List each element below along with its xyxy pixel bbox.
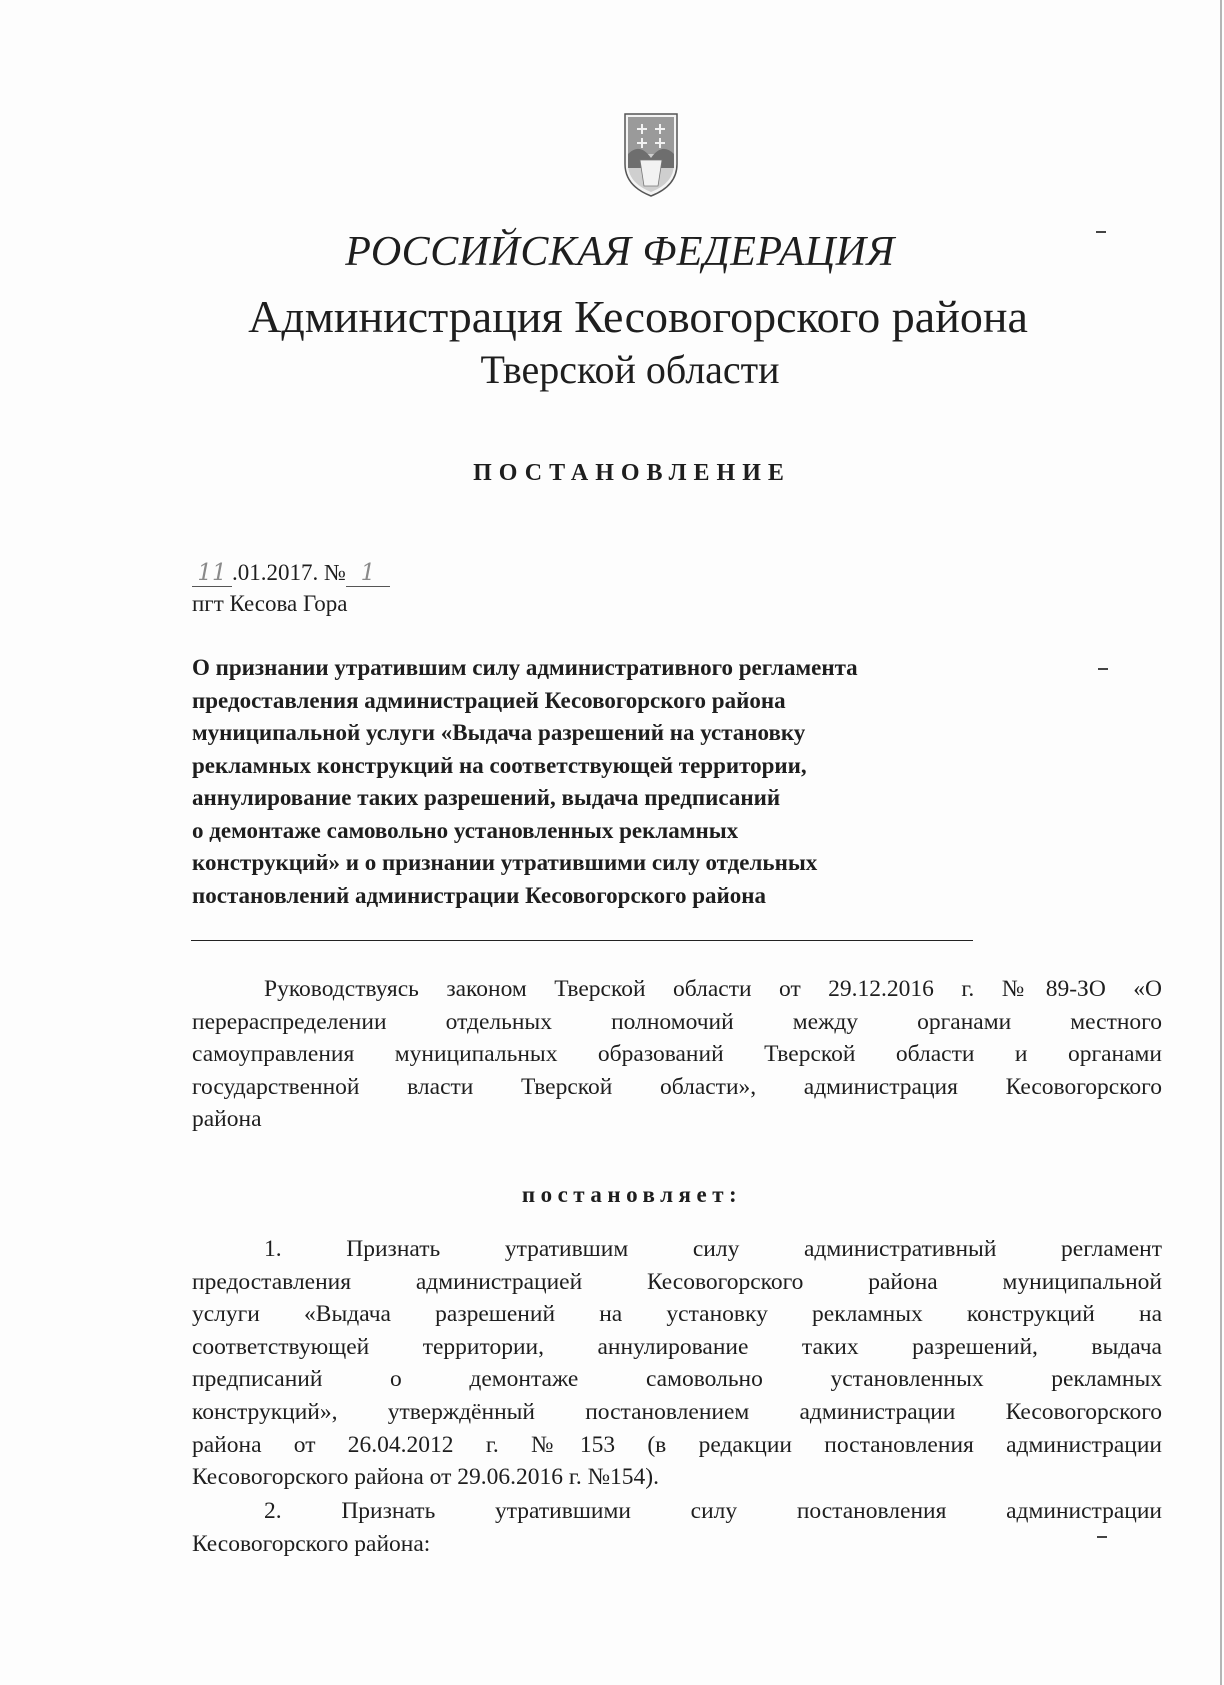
handwritten-day: 11 <box>192 560 232 587</box>
title-line: о демонтаже самовольно установленных рекламных <box>192 817 739 843</box>
text-line: Кесовогорского района: <box>192 1530 431 1557</box>
item-1-paragraph <box>192 1233 1162 1494</box>
scan-speck <box>1096 231 1106 233</box>
title-line: О признании утратившим силу административного регламента <box>192 655 858 680</box>
text-line: самоуправления муниципальных образований Тверской области и органами <box>192 1041 1162 1068</box>
text-line: 2. Признать утратившими силу постановления администрации <box>264 1498 1162 1524</box>
text-line: услуги «Выдача разрешений на установку рекламных конструкций на <box>192 1301 1162 1328</box>
resolves-heading: постановляет: <box>521 1182 743 1207</box>
text-line: района <box>192 1106 262 1133</box>
document-type-heading: ПОСТАНОВЛЕНИЕ <box>473 460 791 486</box>
text-line: 1. Признать утратившим силу административный регламент <box>264 1236 1162 1262</box>
issue-place: пгт Кесова Гора <box>192 591 348 616</box>
issue-date-line <box>192 560 390 587</box>
scan-speck <box>1097 1536 1107 1538</box>
item-2-paragraph <box>192 1495 1162 1560</box>
text-line: соответствующей территории, аннулирование таких разрешений, выдача <box>192 1333 1162 1360</box>
text-line: района от 26.04.2012 г. №153 (в редакции постановления администрации <box>192 1431 1162 1458</box>
handwritten-number: 1 <box>346 560 390 587</box>
text-line: Кесовогорского района от 29.06.2016 г. №154). <box>192 1464 660 1491</box>
administration-heading: Администрация Кесовогорского района <box>248 291 1028 342</box>
coat-of-arms-icon <box>622 108 680 198</box>
title-line: конструкций» и о признании утратившими силу отдельных <box>192 850 818 875</box>
region-heading: Тверской области <box>480 347 780 392</box>
text-line: государственной власти Тверской области», администрация Кесовогорского <box>192 1073 1162 1100</box>
title-line: рекламных конструкций на соответствующей территории, <box>192 752 807 778</box>
title-line: аннулирование таких разрешений, выдача предписаний <box>192 785 781 810</box>
document-title <box>192 652 1032 912</box>
federation-heading: РОССИЙСКАЯ ФЕДЕРАЦИЯ <box>345 229 895 275</box>
preamble-paragraph <box>192 973 1162 1136</box>
title-line: муниципальной услуги «Выдача разрешений на установку <box>192 720 806 745</box>
title-line: постановлений администрации Кесовогорского района <box>192 882 767 908</box>
scan-speck <box>1098 668 1108 670</box>
text-line: Руководствуясь законом Тверской области от 29.12.2016 г. №89-ЗО «О <box>264 976 1162 1002</box>
text-line: предписаний о демонтаже самовольно установленных рекламных <box>192 1366 1162 1393</box>
issue-date-text: .01.2017. № <box>232 560 346 585</box>
title-divider <box>191 940 973 941</box>
text-line: предоставления администрацией Кесовогорского района муниципальной <box>192 1268 1162 1295</box>
text-line: перераспределении отдельных полномочий между органами местного <box>192 1008 1162 1035</box>
title-line: предоставления администрацией Кесовогорского района <box>192 687 786 713</box>
text-line: конструкций», утверждённый постановлением администрации Кесовогорского <box>192 1398 1162 1425</box>
